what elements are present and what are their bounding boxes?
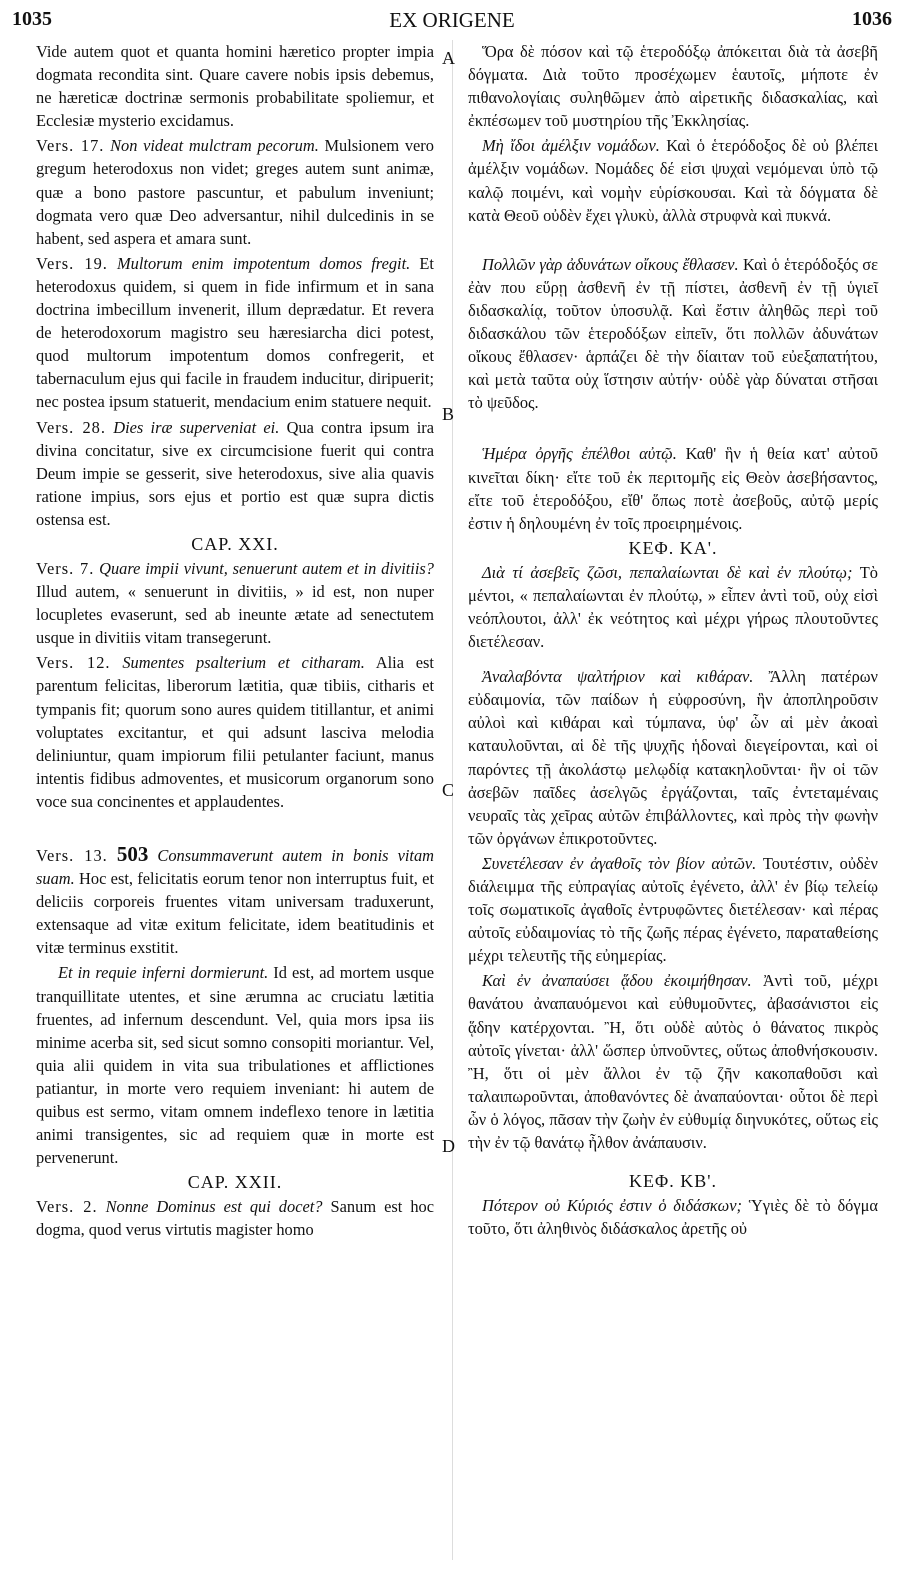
- chapter-heading: CAP. XXI.: [191, 533, 279, 554]
- greek-verse-7: [468, 561, 878, 653]
- verse-text: Hoc est, felicitatis eorum tenor non interruptus fuit, et deliciis corporeis fruentes vitam universam traduxerunt, extensaque ad vitæ exitum felicitate, idem beatitudinis et vitæ terminus exstitit.: [36, 869, 434, 958]
- latin-verse-7: [36, 557, 434, 649]
- greek-verse-28: [468, 442, 878, 534]
- verse-lemma: Consummaverunt autem in bonis vitam suam.: [36, 846, 434, 889]
- verse-lemma: Πότερον οὐ Κύριός ἐστιν ὁ διδάσκων;: [482, 1196, 742, 1216]
- verse-text: Alia est parentum felicitas, liberorum lætitia, quæ tibiis, citharis et tympanis fit; quorum sono aures quidem titillantur, et animi voluptates excitantur, et qui adsunt lasciva melodia deliniuntur, quam impiorum filii petulanter faciunt, manus intentis fidibus admoventes, et musicorum organorum sono voce sua concinentes et applaudentes.: [36, 653, 434, 811]
- verse-lemma: Διὰ τί ἀσεβεῖς ζῶσι, πεπαλαίωνται δὲ καὶ ἐν πλούτῳ;: [482, 562, 853, 582]
- verse-label: Vers. 17.: [36, 136, 105, 156]
- verse-text: Sanum est hoc dogma, quod verus virtutis magister homo: [36, 1197, 434, 1240]
- verse-text: Ἄλλη πατέρων εὐδαιμονία, τῶν παίδων ἡ εὐφροσύνη, ἣν ἀποπληροῦσιν αὐλοὶ καὶ κιθάραι καὶ τύμπανα, ὑφ' ὧν αἱ μὲν ἀκοαὶ καταυλοῦνται, αἱ δὲ τῆς ψυχῆς ἡδοναὶ διεγείρονται, καὶ οἱ παρόντες τῇ ἀκολάστῳ μελῳδίᾳ κατακηλοῦνται· ἣν οἱ τῶν ἀσεβῶν παῖδες ἀσελγῶς ἐργάζονται, ταῖς ἐντεταμέναις νευραῖς τὰς χεῖρας αὐτῶν ἐπιβάλλοντες, καὶ πρὸς τὴν φωνὴν τῶν ὀργάνων ἐπικροτοῦντες.: [468, 667, 878, 848]
- margin-marker-a: A: [442, 48, 455, 68]
- verse-text: Καὶ ὁ ἑτερόδοξος δὲ οὐ βλέπει ἀμέλξιν νομάδων. Νομάδες δέ εἰσι ψυχαὶ νεμόμεναι ὑπὸ τῷ καλῷ ποιμένι, καὶ νομὴν εὑρίσκουσαι. Καὶ τὰ δόγματα δὲ κατὰ Θεοῦ οὐδὲν ἔχει γλυκὺ, ἀλλὰ στρυφνὰ καὶ πυκνά.: [468, 136, 878, 225]
- verse-lemma: Non videat mulctram pecorum.: [110, 136, 319, 156]
- verse-text: Et heterodoxus quidem, si quem in fide infirmum et in sana doctrina imbecillum invenerit, illum deprædatur. Et revera de heterodoxorum magistro seu hæresiarcha dici potest, quod multorum impotentum domos confregerit, et tabernaculum ejus qui facile in fraudem inducitur, diripuerit; nec postea ipsum statuerit, mendacium enim statuere nequit.: [36, 253, 434, 412]
- greek-verse-19: [468, 253, 878, 415]
- page-number-right: 1036: [852, 8, 892, 30]
- margin-marker-b: B: [442, 404, 455, 424]
- greek-column: [468, 40, 878, 1240]
- greek-verse-12: [468, 665, 878, 850]
- latin-verse-12: [36, 651, 434, 813]
- verse-label: Vers. 7.: [36, 558, 95, 578]
- verse-lemma: Multorum enim impotentum domos fregit.: [117, 253, 411, 273]
- column-number: 503: [116, 842, 149, 866]
- latin-paragraph-intro: [36, 40, 434, 132]
- greek-verse-13: [468, 852, 878, 967]
- running-title: EX ORIGENE: [389, 8, 515, 32]
- verse-text: Τὸ μέντοι, « πεπαλαίωνται ἐν πλούτῳ, » εἶπεν ἀντὶ τοῦ, οὐχ εἰσὶ νεόπλουτοι, ἀλλ' ἐκ νεότητος καὶ μέχρι γήρως πλουτοῦντες διετέλεσαν.: [468, 562, 878, 652]
- verse-lemma: Dies iræ superveniat ei.: [113, 417, 280, 437]
- verse-label: Vers. 19.: [36, 253, 108, 273]
- chapter-heading: ΚΕΦ. ΚΑ'.: [628, 537, 718, 558]
- verse-lemma: Ἡμέρα ὀργῆς ἐπέλθοι αὐτῷ.: [482, 444, 677, 464]
- verse-text: Mulsionem vero gregum heterodoxus non videt; greges autem sunt animæ, quæ a bono pastore pascuntur, et pabulum inveniunt; dogmata vero quæ Deo adversantur, nihil dulcedinis in se habent, sed aspera et amara sunt.: [36, 136, 434, 248]
- verse-label: Vers. 28.: [36, 417, 106, 437]
- verse-lemma: Sumentes psalterium et citharam.: [122, 653, 365, 673]
- chapter-heading: CAP. XXII.: [187, 1172, 283, 1193]
- greek-verse-2: [468, 1194, 878, 1240]
- verse-lemma: Πολλῶν γὰρ ἀδυνάτων οἴκους ἔθλασεν.: [482, 254, 739, 274]
- verse-text: Id est, ad mortem usque tranquillitate utentes, et sine ærumna ac cruciatu lætitia fruentes, ad infernum descendunt. Vel, quia mors ipsa iis minime acerba sit, sed sicut somno consopiti moriantur. Vel, quia alii quidem in vita sua tribulationes et afflictiones patiantur, in morte vero requiem inveniant: hi autem de quibus est sermo, vitam omnem indeflexo tenore in lætitia animi transigentes, sic ad requiem quæ in morte est pervenerunt.: [36, 963, 434, 1168]
- verse-text: Ὑγιὲς δὲ τὸ δόγμα τοῦτο, ὅτι ἀληθινὸς διδάσκαλος ἀρετῆς οὐ: [468, 1196, 878, 1239]
- verse-lemma: Ἀναλαβόντα ψαλτήριον καὶ κιθάραν.: [482, 667, 754, 687]
- verse-lemma: Καὶ ἐν ἀναπαύσει ᾅδου ἐκοιμήθησαν.: [482, 971, 752, 991]
- verse-text: Τουτέστιν, οὐδὲν διάλειμμα τῆς εὐπραγίας αὐτοῖς ἐγένετο, ἀλλ' ἐν βίῳ τελείῳ τοῖς σωματικοῖς ἀγαθοῖς ἐντρυφῶντες διετέλεσαν· καὶ πέρας αὐτοῖς εὐδαιμονίας τὸ τῆς ζωῆς πέρας ἐγένετο, παραταθείσης μέχρι τελευτῆς τῆς εὐημερίας.: [468, 853, 878, 966]
- greek-paragraph-intro: [468, 40, 878, 132]
- verse-text: Ἀντὶ τοῦ, μέχρι θανάτου ἀναπαυόμενοι καὶ εὐθυμοῦντες, ἀβασάνιστοι εἰς ᾅδην κατέρχονται. Ἢ, ὅτι οὐδὲ αὐτὸς ὁ θάνατος πικρὸς αὐτοῖς γίνεται· ἀλλ' ὥσπερ ὑπνοῦντες, οὕτως ἀποθνήσκουσιν. Ἢ, ὅτι οἱ μὲν ἄλλοι ἐν τῷ ζῆν κακοπαθοῦσι καὶ ταλαιπωροῦνται, ἀποθανόντες δὲ ἀναπαύονται· οὗτοι δὲ περὶ ὧν ὁ λόγος, πᾶσαν τὴν ζωὴν ἐν εὐθυμίᾳ διηνυκότες, οὕτως εἰς τὴν ἐν τῷ θανάτῳ ἦλθον ἀνάπαυσιν.: [468, 971, 878, 1153]
- latin-verse-13: [36, 843, 434, 959]
- verse-lemma: Quare impii vivunt, senuerunt autem et in divitiis?: [99, 558, 434, 578]
- verse-label: Vers. 2.: [36, 1197, 98, 1217]
- latin-verse-17: [36, 134, 434, 249]
- verse-text: Illud autem, « senuerunt in divitiis, » id est, non nuper locupletes evaserunt, sed ab ineunte ætate ad senectutem usque in divitiis vitam transegerunt.: [36, 582, 434, 648]
- verse-text: Καὶ ὁ ἑτερόδοξός σε ἐὰν που εὕρῃ ἀσθενῆ ἐν τῇ πίστει, ἀσθενῆ ἐν τῇ ὑγιεῖ διδασκαλίᾳ, τοῦτον ὑποσυλᾷ. Καὶ ἔστιν ἀληθῶς περὶ τοῦ διδασκάλου τῶν ἑτεροδόξων εἰπεῖν, ὅτι πολλῶν ἀδυνάτων οἴκους ἔθλασεν· ἁρπάζει δὲ τὴν δίαιταν τοῦ εὐεξαπατήτου, καὶ μετὰ ταῦτα οὐχ ἵστησιν αὐτήν· οὐδὲ γὰρ δύναται στῆσαι τὸ ψεῦδος.: [468, 254, 878, 413]
- verse-lemma: Μὴ ἴδοι ἀμέλξιν νομάδων.: [482, 136, 660, 156]
- running-header: [0, 8, 904, 38]
- latin-verse-28: [36, 416, 434, 531]
- page-number-left: 1035: [12, 8, 52, 30]
- latin-verse-2: [36, 1195, 434, 1241]
- verse-text: Qua contra ipsum ira divina concitatur, sive ex circumcisione fuerit qui contra Deum impie se gesserit, sive heterodoxus, sive alia quavis ratione impius, sors ejus et portio est quæ supra dictis ostensa est.: [36, 417, 434, 529]
- latin-verse-13-cont: [36, 961, 434, 1169]
- margin-marker-d: D: [442, 1136, 455, 1156]
- verse-text: Καθ' ἣν ἡ θεία κατ' αὐτοῦ κινεῖται δίκη· εἴτε τοῦ ἐκ περιτομῆς εἰς Θεὸν ἀσεβήσαντος, εἴτε τοῦ ἑτεροδόξου, εἴθ' ὅπως ποτὲ ἀσεβοῦς, αὐτῷ μερίς ἐστιν ἡ δηλουμένη ἐν τοῖς προειρημένοις.: [468, 444, 878, 533]
- verse-lemma: Συνετέλεσαν ἐν ἀγαθοῖς τὸν βίον αὐτῶν.: [482, 853, 757, 873]
- paragraph-text: Vide autem quot et quanta homini hæretico propter impia dogmata recondita sint. Quare cavere nobis ipsis debemus, ne hæreticæ doctrinæ sermonis probabilitate spoliemur, et Ecclesiæ mysterio excidamus.: [36, 42, 434, 131]
- verse-lemma: Nonne Dominus est qui docet?: [105, 1197, 323, 1217]
- verse-label: Vers. 13.: [36, 846, 108, 865]
- latin-verse-19: [36, 252, 434, 414]
- greek-verse-17: [468, 134, 878, 226]
- latin-column: [36, 40, 434, 1242]
- paragraph-text: Ὅρα δὲ πόσον καὶ τῷ ἑτεροδόξῳ ἀπόκειται διὰ τὰ ἀσεβῆ δόγματα. Διὰ τοῦτο προσέχωμεν ἑαυτοῖς, μήποτε ἐν πιθανολογίαις συληθῶμεν ἀπὸ αἱρετικῆς διδασκαλίας, καὶ ἐκπέσωμεν τοῦ μυστηρίου τῆς Ἐκκλησίας.: [468, 42, 878, 131]
- verse-lemma: Et in requie inferni dormierunt.: [58, 963, 269, 983]
- verse-label: Vers. 12.: [36, 653, 111, 673]
- greek-verse-13-cont: [468, 969, 878, 1154]
- margin-marker-c: C: [442, 780, 455, 800]
- chapter-heading: ΚΕΦ. ΚΒ'.: [629, 1171, 717, 1192]
